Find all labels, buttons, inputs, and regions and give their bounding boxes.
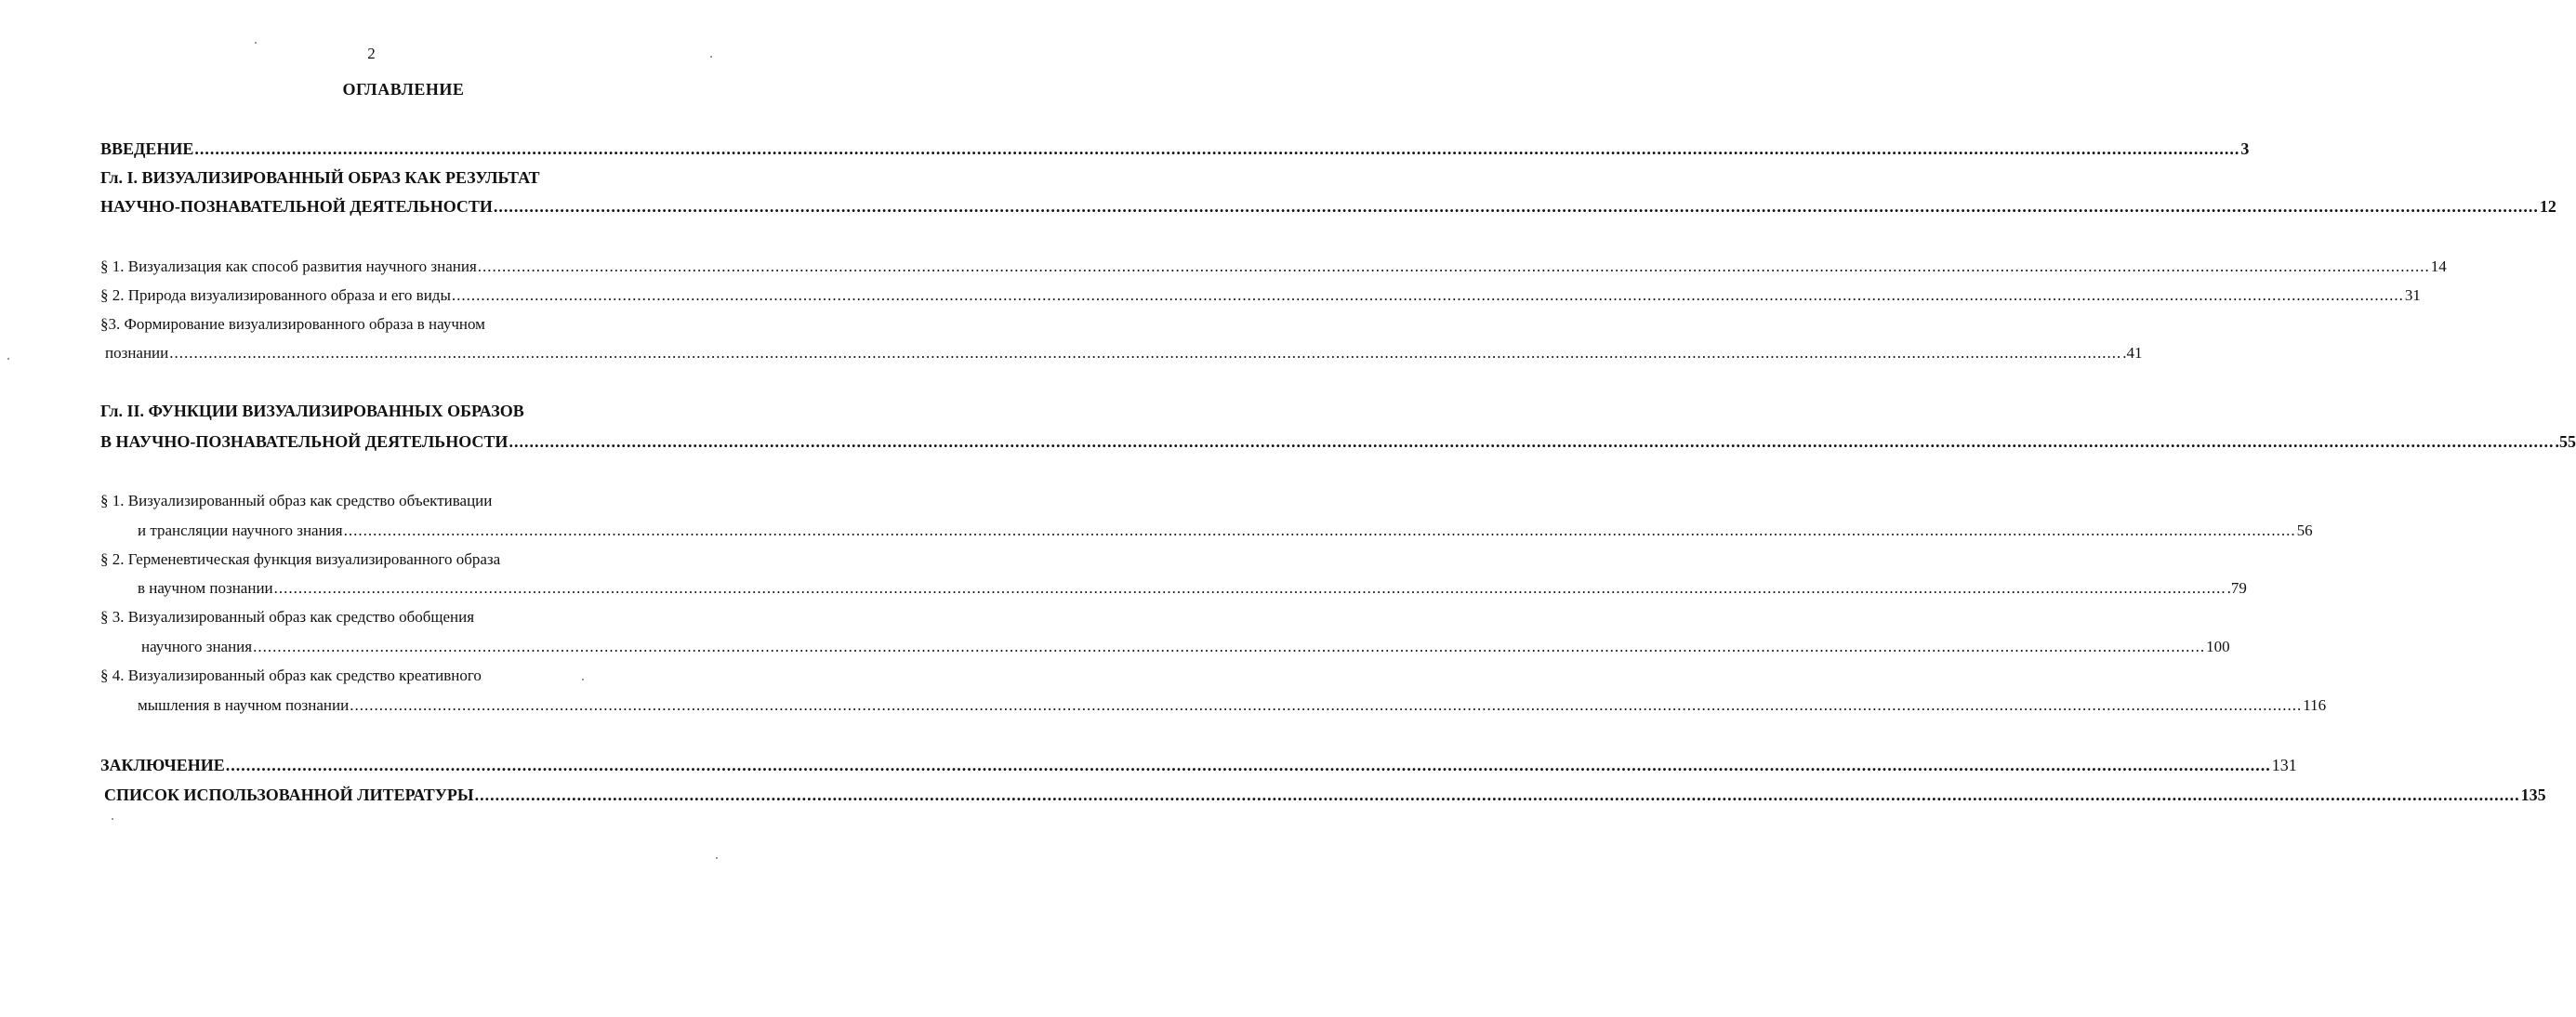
toc-entry-page: 31 xyxy=(2404,286,2421,304)
toc-entry-chapter1 xyxy=(100,197,2556,217)
toc-entry-ch1-s3 xyxy=(105,344,2143,363)
chapter1-heading-line1: Гл. I. ВИЗУАЛИЗИРОВАННЫЙ ОБРАЗ КАК РЕЗУЛЬТАТ xyxy=(100,168,540,187)
toc-entry-page: 56 xyxy=(2296,522,2313,539)
toc-entry-page: 14 xyxy=(2430,258,2447,275)
toc-dot-leader: ................................................................................................................................................................................................................................................................................................................................................................................................................ xyxy=(225,756,2271,774)
toc-entry-page: 116 xyxy=(2303,696,2327,714)
toc-entry-ch2-s4 xyxy=(138,696,2327,715)
scan-speck xyxy=(255,42,257,44)
toc-entry-page: 3 xyxy=(2240,139,2250,158)
toc-entry-ch2-s1 xyxy=(138,522,2313,540)
toc-entry-label: ЗАКЛЮЧЕНИЕ xyxy=(100,756,225,774)
toc-entry-label: и трансляции научного знания xyxy=(138,522,343,539)
toc-dot-leader: ................................................................................................................................................................................................................................................................................................................................................................................................................ xyxy=(169,344,2122,362)
scan-speck xyxy=(112,818,113,820)
toc-dot-leader: ................................................................................................................................................................................................................................................................................................................................................................................................................ xyxy=(451,286,2404,304)
toc-dot-leader: ................................................................................................................................................................................................................................................................................................................................................................................................................ xyxy=(343,522,2296,539)
toc-entry-ch2-s2 xyxy=(138,579,2247,598)
toc-entry-page: 100 xyxy=(2206,638,2230,655)
toc-entry-page: 131 xyxy=(2271,756,2297,774)
scan-speck xyxy=(716,857,718,859)
toc-entry-chapter2 xyxy=(100,432,2576,452)
toc-entry-label: мышления в научном познании xyxy=(138,696,350,714)
toc-entry-label: В НАУЧНО-ПОЗНАВАТЕЛЬНОЙ ДЕЯТЕЛЬНОСТИ xyxy=(100,432,509,451)
toc-entry-references xyxy=(104,786,2546,805)
toc-entry-page: .79 xyxy=(2226,579,2247,597)
toc-entry-label: ВВЕДЕНИЕ xyxy=(100,139,194,158)
toc-entry-label: научного знания xyxy=(141,638,253,655)
page-number: 2 xyxy=(367,45,376,62)
toc-entry-label: § 1. Визуализация как способ развития научного знания xyxy=(100,258,477,275)
toc-entry-ch1-s1 xyxy=(100,258,2447,276)
toc-entry-page: 135 xyxy=(2520,786,2546,804)
toc-entry-ch2-s4-line1: § 4. Визуализированный образ как средство креативного xyxy=(100,667,482,684)
toc-entry-page: .55 xyxy=(2555,432,2576,451)
chapter2-heading-line1: Гл. II. ФУНКЦИИ ВИЗУАЛИЗИРОВАННЫХ ОБРАЗОВ xyxy=(100,402,524,420)
toc-entry-label: НАУЧНО-ПОЗНАВАТЕЛЬНОЙ ДЕЯТЕЛЬНОСТИ xyxy=(100,197,493,216)
scan-speck xyxy=(582,679,584,680)
toc-dot-leader: ................................................................................................................................................................................................................................................................................................................................................................................................................ xyxy=(253,638,2206,655)
toc-dot-leader: ................................................................................................................................................................................................................................................................................................................................................................................................................ xyxy=(350,696,2303,714)
toc-dot-leader: ................................................................................................................................................................................................................................................................................................................................................................................................................ xyxy=(194,139,2240,158)
toc-entry-ch1-s3-line1: §3. Формирование визуализированного образа в научном xyxy=(100,315,485,333)
toc-entry-label: § 2. Природа визуализированного образа и его виды xyxy=(100,286,451,304)
toc-entry-label: в научном познании xyxy=(138,579,273,597)
toc-entry-ch1-s2 xyxy=(100,286,2421,305)
toc-dot-leader: ................................................................................................................................................................................................................................................................................................................................................................................................................ xyxy=(273,579,2226,597)
page-title: ОГЛАВЛЕНИЕ xyxy=(342,80,465,99)
toc-dot-leader: ................................................................................................................................................................................................................................................................................................................................................................................................................ xyxy=(509,432,2555,451)
toc-dot-leader: ................................................................................................................................................................................................................................................................................................................................................................................................................ xyxy=(474,786,2520,804)
toc-entry-label: СПИСОК ИСПОЛЬЗОВАННОЙ ЛИТЕРАТУРЫ xyxy=(104,786,474,804)
toc-dot-leader: ................................................................................................................................................................................................................................................................................................................................................................................................................ xyxy=(477,258,2430,275)
toc-entry-ch2-s3 xyxy=(141,638,2230,656)
toc-entry-conclusion xyxy=(100,756,2297,775)
toc-entry-page: 12 xyxy=(2539,197,2556,216)
toc-dot-leader: ................................................................................................................................................................................................................................................................................................................................................................................................................ xyxy=(493,197,2539,216)
toc-entry-ch2-s3-line1: § 3. Визуализированный образ как средство обобщения xyxy=(100,608,475,626)
toc-entry-ch2-s2-line1: § 2. Герменевтическая функция визуализированного образа xyxy=(100,550,501,568)
scan-speck xyxy=(7,358,9,360)
toc-entry-intro xyxy=(100,139,2250,159)
scan-speck xyxy=(710,56,712,58)
toc-entry-ch2-s1-line1: § 1. Визуализированный образ как средство объективации xyxy=(100,492,493,509)
toc-entry-page: .41 xyxy=(2122,344,2143,362)
toc-entry-label: познании xyxy=(105,344,169,362)
